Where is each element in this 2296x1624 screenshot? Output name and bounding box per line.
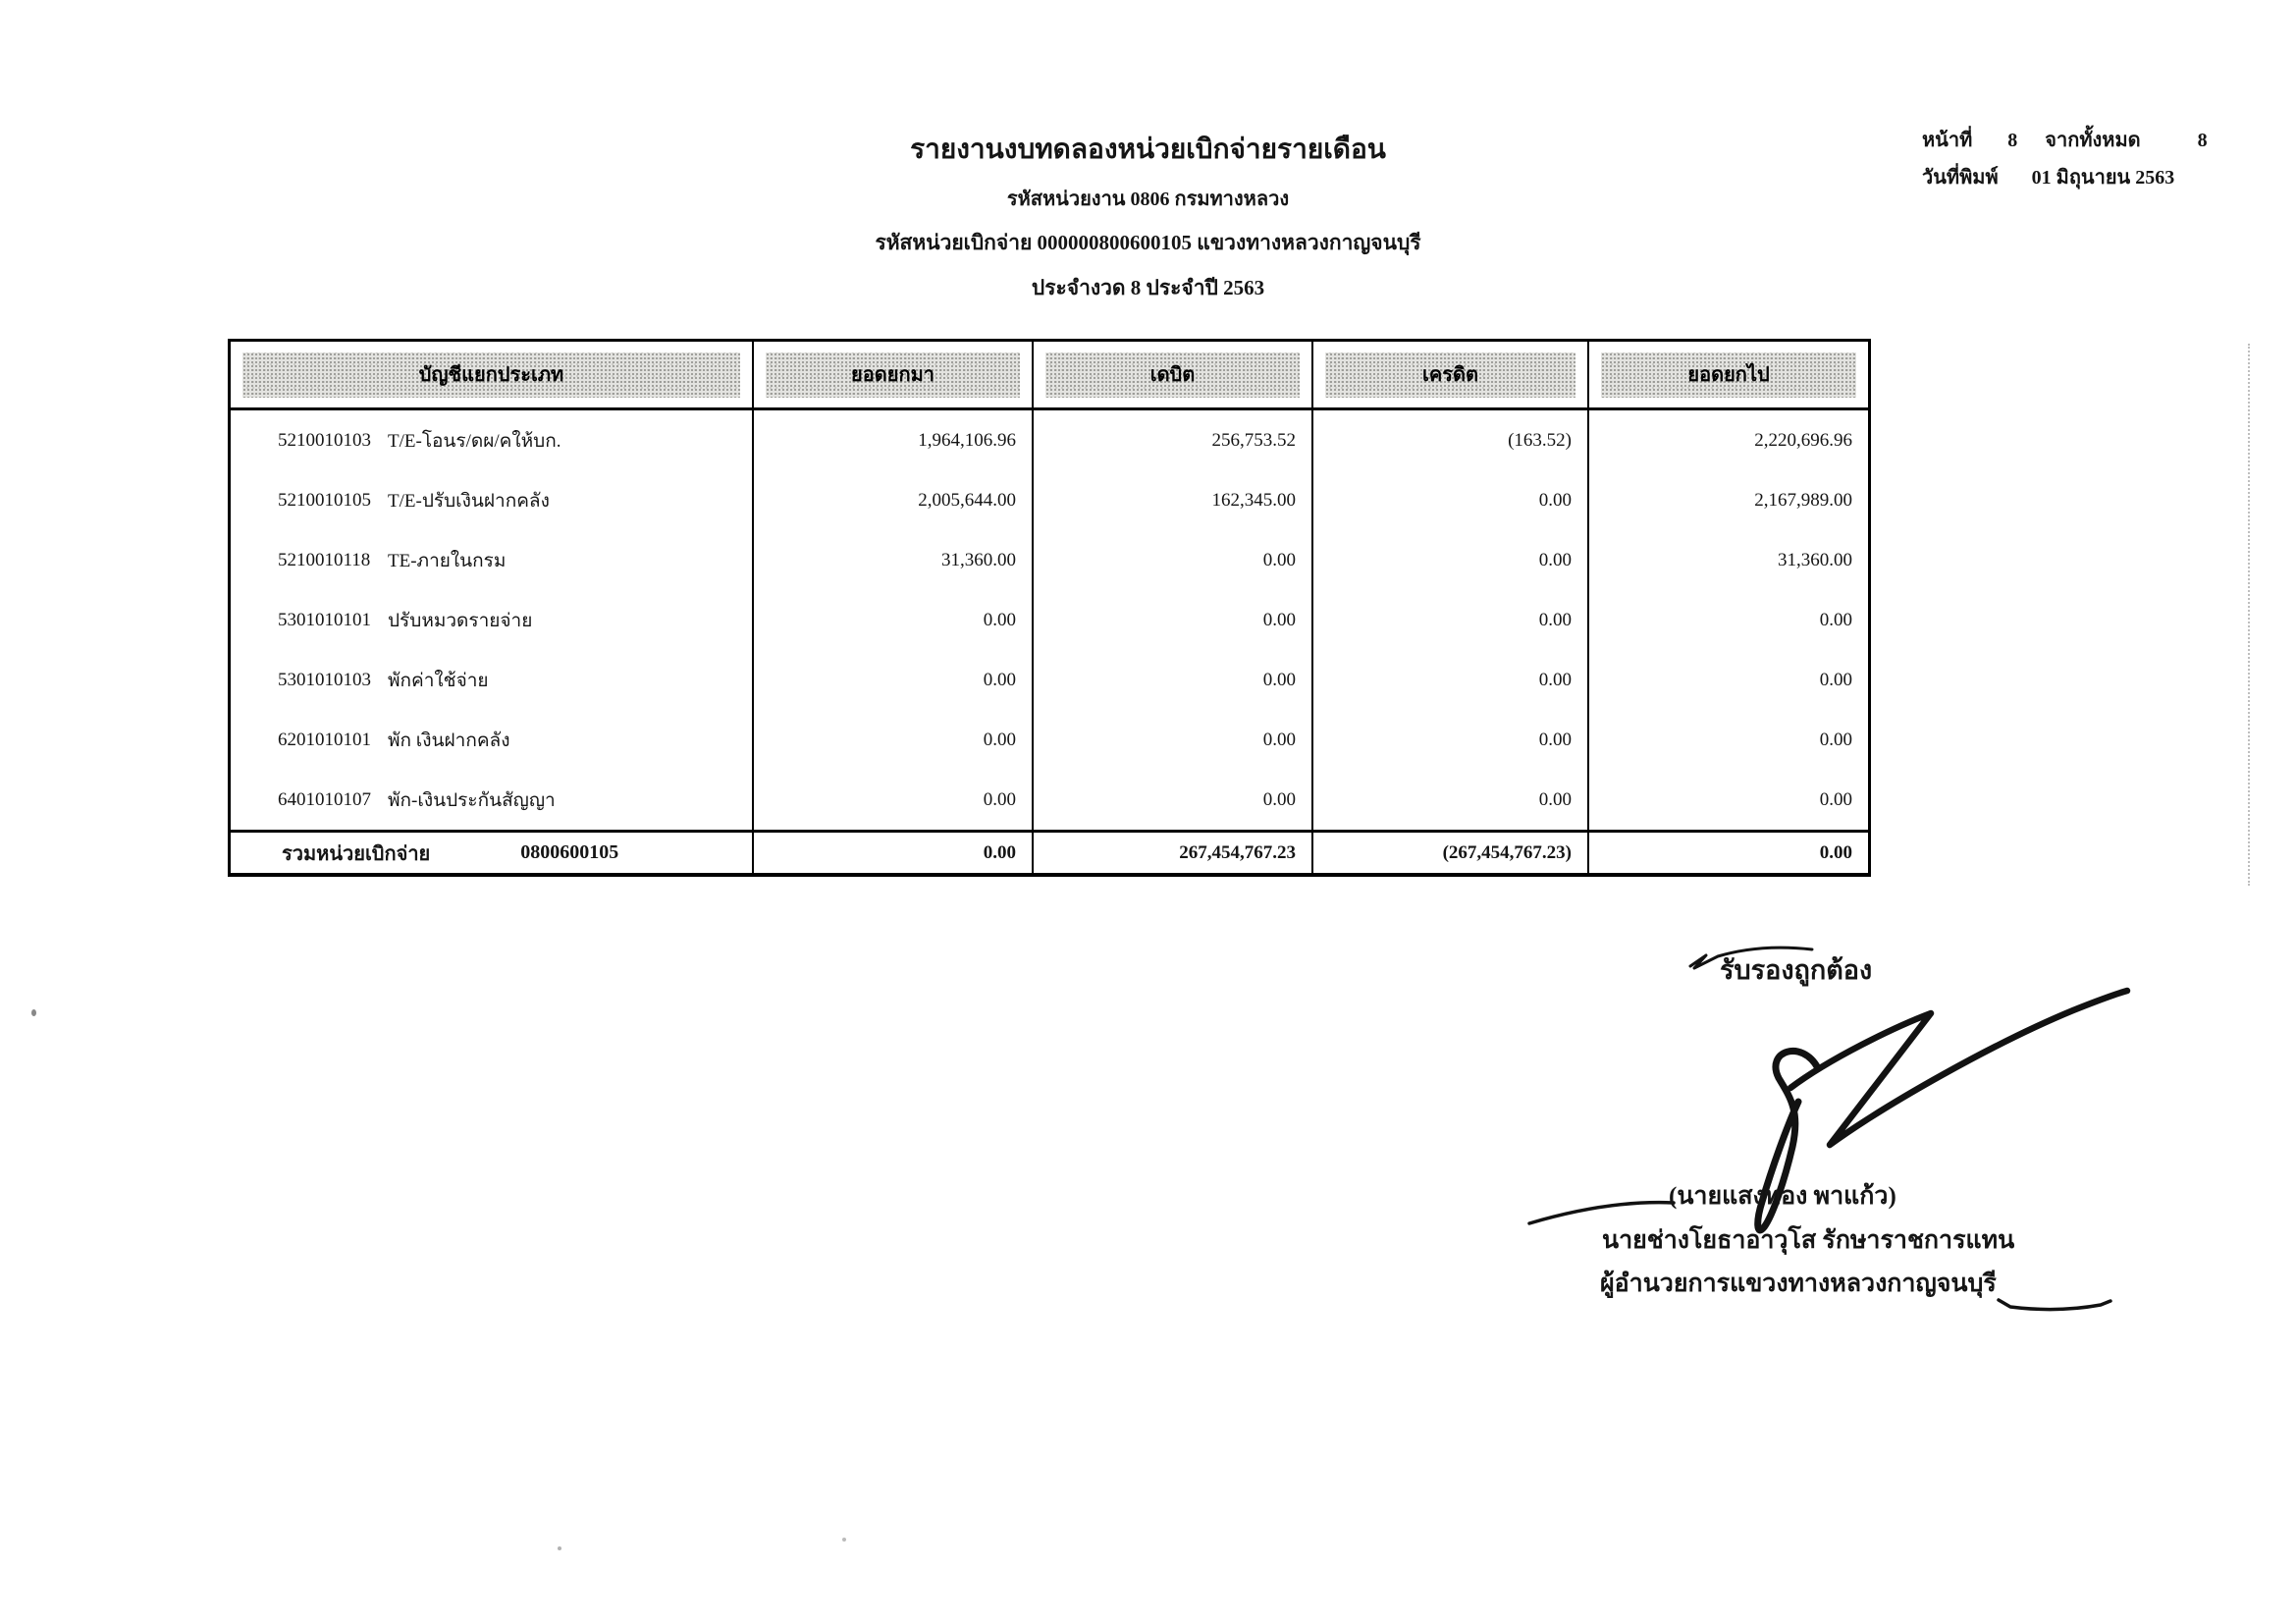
credit-value: 0.00 — [1313, 770, 1589, 830]
table-body — [231, 410, 1868, 830]
account-name: พัก-เงินประกันสัญญา — [388, 789, 556, 811]
balance-value: 0.00 — [1819, 729, 1852, 750]
carry-value: 0.00 — [754, 650, 1034, 710]
account-name: T/E-ปรับเงินฝากคลัง — [388, 490, 550, 512]
header-label-credit: เครดิต — [1325, 352, 1575, 398]
account-code: 5301010101 — [278, 609, 371, 630]
total-label-cell — [231, 833, 754, 873]
account-code: 6401010107 — [278, 788, 371, 810]
debit-value: 0.00 — [1034, 650, 1313, 710]
table-total-row — [231, 830, 1868, 873]
debit-value: 162,345.00 — [1034, 470, 1313, 530]
balance-value: 31,360.00 — [1778, 549, 1852, 570]
report-period-line: ประจำงวด 8 ประจำปี 2563 — [1031, 276, 1265, 299]
trial-balance-table — [228, 339, 1871, 877]
report-title: รายงานงบทดลองหน่วยเบิกจ่ายรายเดือน — [910, 135, 1386, 165]
header-cell-account — [231, 342, 754, 407]
balance-value: 0.00 — [1819, 669, 1852, 690]
print-date-label: วันที่พิมพ์ — [1922, 167, 1999, 189]
total-debit-value: 267,454,767.23 — [1034, 833, 1313, 873]
credit-value: 0.00 — [1313, 470, 1589, 530]
credit-value: 0.00 — [1313, 530, 1589, 590]
position-trailing-stroke — [1999, 1300, 2110, 1310]
account-cell — [231, 470, 754, 530]
header-label-account: บัญชีแยกประเภท — [242, 352, 740, 398]
carry-value: 31,360.00 — [754, 530, 1034, 590]
scan-speck — [842, 1538, 846, 1542]
account-code: 5210010103 — [278, 429, 371, 451]
scan-speck — [31, 1009, 36, 1016]
balance-value: 0.00 — [1819, 788, 1852, 810]
account-name: ปรับหมวดรายจ่าย — [388, 610, 533, 631]
account-cell — [231, 530, 754, 590]
account-code: 5301010103 — [278, 669, 371, 690]
certify-text: รับรองถูกต้อง — [1720, 955, 1873, 985]
credit-value: 0.00 — [1313, 590, 1589, 650]
page-of-label: จากทั้งหมด — [2045, 130, 2141, 151]
print-date-line — [1922, 161, 2174, 192]
scan-speck — [558, 1546, 561, 1550]
account-code: 5210010105 — [278, 489, 371, 511]
carry-value: 0.00 — [754, 710, 1034, 770]
account-name: พัก เงินฝากคลัง — [388, 730, 510, 751]
header-cell-credit — [1313, 342, 1589, 407]
header-cell-carry — [754, 342, 1034, 407]
page-number: 8 — [2007, 130, 2018, 151]
account-name: T/E-โอนร/ดผ/คให้บก. — [388, 430, 561, 452]
report-unit-line: รหัสหน่วยเบิกจ่าย 000000800600105 แขวงทางหลวงกาญจนบุรี — [875, 231, 1421, 254]
total-label: รวมหน่วยเบิกจ่าย — [282, 842, 431, 865]
credit-value: (163.52) — [1313, 410, 1589, 470]
carry-value: 1,964,106.96 — [754, 410, 1034, 470]
total-balance-value: 0.00 — [1819, 841, 1852, 863]
carry-value: 0.00 — [754, 770, 1034, 830]
credit-value: 0.00 — [1313, 710, 1589, 770]
signer-name: (นายแสงทอง พาแก้ว) — [1669, 1183, 1896, 1210]
carry-value: 0.00 — [754, 590, 1034, 650]
table-row — [231, 770, 1868, 830]
table-header-row — [231, 342, 1868, 410]
carry-value: 2,005,644.00 — [754, 470, 1034, 530]
balance-value: 2,220,696.96 — [1754, 429, 1852, 451]
debit-value: 0.00 — [1034, 770, 1313, 830]
account-code: 5210010118 — [278, 549, 371, 570]
page-total: 8 — [2197, 130, 2208, 151]
table-row — [231, 410, 1868, 470]
header-label-debit: เดบิต — [1045, 352, 1300, 398]
account-code: 6201010101 — [278, 729, 371, 750]
table-row — [231, 650, 1868, 710]
debit-value: 256,753.52 — [1034, 410, 1313, 470]
header-label-balance: ยอดยกไป — [1601, 352, 1856, 398]
signer-position-line2: ผู้อำนวยการแขวงทางหลวงกาญจนบุรี — [1600, 1271, 1997, 1297]
credit-value: 0.00 — [1313, 650, 1589, 710]
account-cell — [231, 650, 754, 710]
table-row — [231, 530, 1868, 590]
table-row — [231, 470, 1868, 530]
signer-position-line1: นายช่างโยธาอาวุโส รักษาราชการแทน — [1602, 1227, 2015, 1254]
debit-value: 0.00 — [1034, 710, 1313, 770]
table-row — [231, 710, 1868, 770]
total-credit-value: (267,454,767.23) — [1313, 833, 1589, 873]
signature-zigzag-stroke — [1790, 991, 2127, 1145]
print-date-value: 01 มิถุนายน 2563 — [2031, 167, 2175, 189]
balance-value: 0.00 — [1819, 609, 1852, 630]
account-cell — [231, 710, 754, 770]
table-row — [231, 590, 1868, 650]
total-unit-code: 0800600105 — [520, 841, 619, 863]
header-cell-balance — [1589, 342, 1868, 407]
report-agency-line: รหัสหน่วยงาน 0806 กรมทางหลวง — [1006, 189, 1290, 210]
debit-value: 0.00 — [1034, 590, 1313, 650]
account-cell — [231, 770, 754, 830]
balance-value: 2,167,989.00 — [1754, 489, 1852, 511]
debit-value: 0.00 — [1034, 530, 1313, 590]
account-cell — [231, 410, 754, 470]
page-label: หน้าที่ — [1922, 130, 1973, 151]
account-cell — [231, 590, 754, 650]
page-meta-line — [1922, 124, 2208, 155]
header-cell-debit — [1034, 342, 1313, 407]
account-name: พักค่าใช้จ่าย — [388, 670, 489, 691]
page-edge-dotted-line — [2248, 344, 2250, 886]
header-label-carry: ยอดยกมา — [766, 352, 1020, 398]
total-carry-value: 0.00 — [754, 833, 1034, 873]
account-name: TE-ภายในกรม — [388, 550, 507, 571]
